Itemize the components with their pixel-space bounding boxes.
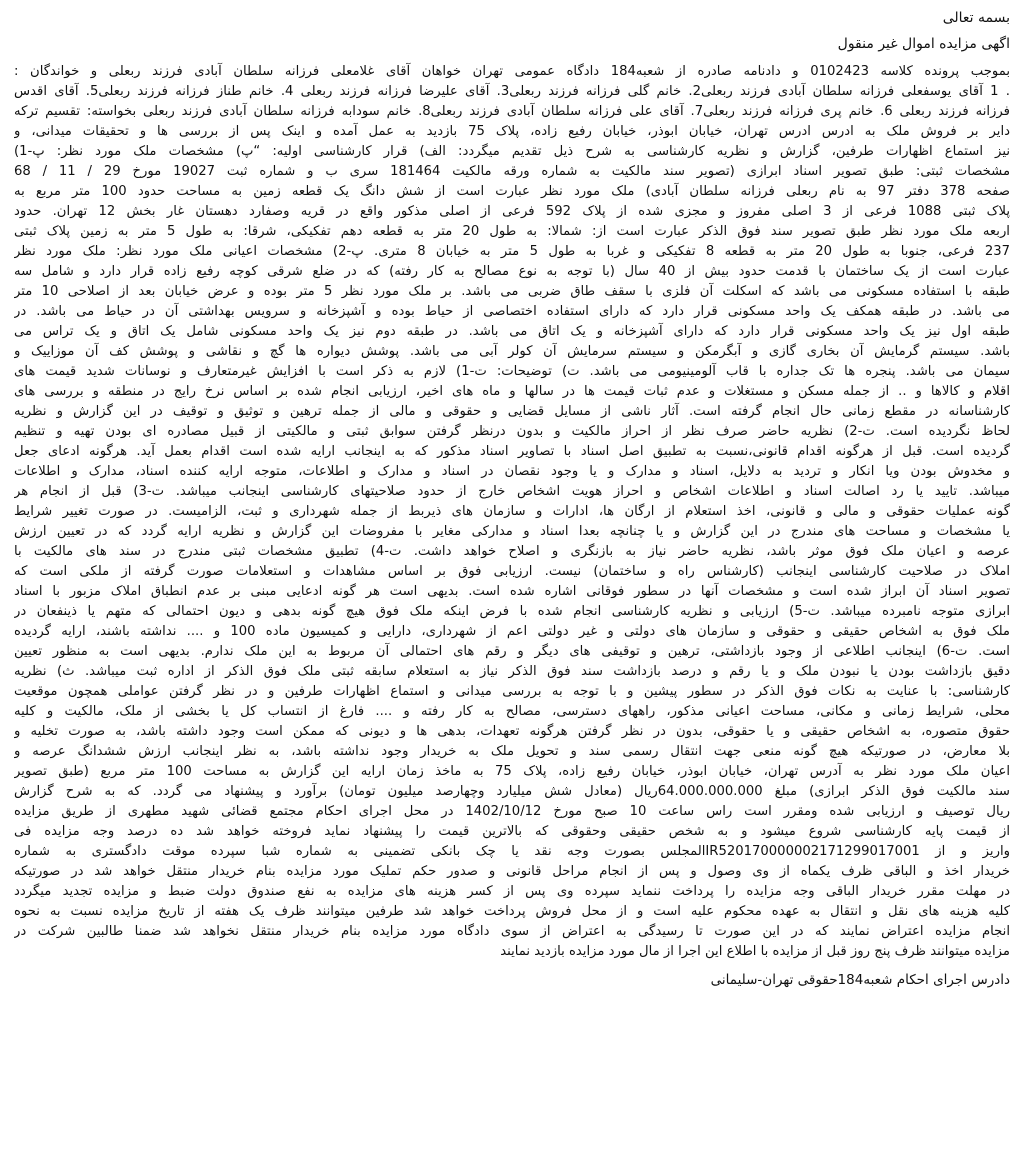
- body-line: دقیق بازداشت بودن یا نبودن ملک و یا رقم و درصد بازداشت سند فوق الذکر نیاز به استعلام سابقه ثبتی ملک فوق الذکر از اداره ثبت میباشد. ث) نظریه: [14, 664, 1010, 679]
- body-line: واریز و از IR520170000002171299017001المجلس بصورت وجه نقد یا چک بانکی تضمینی به شماره شبا سپرده موقت دادگستری به شماره: [14, 844, 1010, 859]
- body-line: دایر بر فروش ملک به ادرس ادرس تهران، خیابان ابوذر، خیابان رفیع زاده، پلاک 75 بازدید به عمل آمده و اینک پس از بررسی ها و تحقیقات میدانی، و: [14, 124, 1010, 139]
- body-line: طبقه با استفاده مسکونی می باشد که اسکلت آن فلزی با سقف طاق ضربی می باشد. بر ملک مورد نظر 5 متر بوده و عرض خیابان بعد از اصلاحی 10 متر: [14, 284, 1010, 299]
- body-line: ملک فوق به اشخاص حقیقی و حقوقی و سازمان های دولتی و غیر دولتی اعم از شهرداری، دارایی و کمیسیون ماده 100 و .... نداشته باشند، ارایه گردیده: [14, 624, 1010, 639]
- notice-body: [14, 62, 1010, 962]
- body-line: محلی، شرایط زمانی و مکانی، مساحت اعیانی مذکور، راههای دسترسی، مصالح به کار رفته و .... فارغ از انتساب کل یا بخشی از ملک، مالکیت و کلیه: [14, 704, 1010, 719]
- body-line: اعیان ملک مورد نظر به آدرس تهران، خیابان ابوذر، خیابان رفیع زاده، پلاک 75 به ماخذ زمان ارایه این گزارش به مساحت 100 متر مربع (طبق تصویر: [14, 764, 1010, 779]
- body-line: در مهلت مقرر خریدار الباقی وجه مزایده را پرداخت ننماید سپرده وی پس از کسر هزینه های مزایده به نفع صندوق دولت ضبط و مزایده تجدید میگردد: [14, 884, 1010, 899]
- basmala-heading: بسمه تعالی: [942, 10, 1010, 26]
- body-line: عرصه و اعیان ملک فوق موثر باشد، نظریه حاضر نیاز به بازنگری و اصلاح خواهد داشت. ت-4) تطبیق مشخصات ثبتی مندرج در سند های مالکیت با: [14, 544, 1010, 559]
- body-line: بلا معارض، در صورتیکه هیچ گونه منعی جهت انتقال رسمی سند و تحویل ملک به خریدار وجود نداشته باشد، به نظر اینجانب ارزش ششدانگ عرصه و: [14, 744, 1010, 759]
- body-line: تصویر اسناد آن ابراز شده است و مشخصات آنها در سطور فوقانی اشاره شده است. بدیهی است هر گونه ادعایی مبنی بر عدم انطباق املاک مزبور با اسناد: [14, 584, 1010, 599]
- body-line: کلیه هزینه های نقل و انتقال به عهده محکوم علیه است و از محل فروش پرداخت خواهد شد طرفین میتوانند ظرف یک هفته از تاریخ مزایده نسبت به نحوه: [14, 904, 1010, 919]
- signature-line: دادرس اجرای احکام شعبه184حقوقی تهران-سلیمانی: [710, 972, 1010, 988]
- body-line: سند مالکیت فوق الذکر ابرازی) مبلغ 64.000.000.000ریال (معادل شش میلیارد وچهارصد میلیون تومان) برآورد و پیشنهاد می گردد. که به شرح گزارش: [14, 784, 1010, 799]
- body-line: انجام مزایده اعتراض نمایند که در این صورت تا رسیدگی به اعتراض از سوی دادگاه مورد مزایده بنام خریدار منتقل نخواهد شد ضمنا طالبین شرکت در: [14, 924, 1010, 939]
- body-line: سیمان می باشد. پنجره ها تک جداره با قاب آلومینیومی می باشد. ت) توضیحات: ت-1) لازم به ذکر است با افزایش غیرمتعارف و نوسانات شدید قیمت های: [14, 364, 1010, 379]
- body-line: اربعه ملک مورد نظر طبق تصویر سند فوق الذکر عبارت است از: شمالا: به طول 20 متر به قطعه دهم تفکیکی، شرقا: به طول 5 متر به زمین پلاک ثبتی: [14, 224, 1010, 239]
- body-line: است. ت-6) اینجانب اطلاعی از وجود بازداشتی، ترهین و توقیفی های دیگر و رقم های احتمالی آن مربوط به این ملک ندارم. بدیهی است به منظور تعیین: [14, 644, 1010, 659]
- body-line: از قیمت پایه کارشناسی شروع میشود و به شخص حقیقی وحقوقی که بالاترین قیمت را پیشنهاد نماید فروخته خواهد شد ده درصد وجه مزایده فی: [14, 824, 1010, 839]
- body-line: ریال توصیف و ارزیابی شده ومقرر است راس ساعت 10 صبح مورخ 1402/10/12 در محل اجرای احکام مجتمع قضائی شهید مطهری از طریق مزایده: [14, 804, 1010, 819]
- body-line: نیز استماع اظهارات طرفین، گزارش و نظریه کارشناسی به شرح ذیل تقدیم میگردد: الف) قرار کارشناسی اولیه: “پ) مشخصات ملک مورد نظر: پ-1): [14, 144, 1010, 159]
- body-line: 237 فرعی، جنوبا به طول 20 متر به قطعه 8 تفکیکی و غربا به طول 5 متر به خیابان 8 متری. پ-2) مشخصات اعیانی ملک مورد نظر: ملک مورد نظر: [14, 244, 1010, 259]
- body-line: مشخصات ثبتی: طبق تصویر اسناد ابرازی (تصویر سند مالکیت به شماره ورقه مالکیت 181464 سری ب و شماره ثبت 19027 مورخ 29 / 11 / 68: [14, 164, 1010, 179]
- body-line: ابرازی متوجه نامبرده میباشد. ت-5) ارزیابی و نظریه کارشناسی انجام شده با فرض اینکه ملک فوق هیچ گونه بدهی و دیون احتمالی که متهم یا ذینفعان در: [14, 604, 1010, 619]
- body-line: کارشناسی: با عنایت به نکات فوق الذکر در سطور پیشین و با توجه به بررسی میدانی و استماع اظهارات طرفین و در نظر گرفتن عواملی همچون موقعیت: [14, 684, 1010, 699]
- body-line: املاک در صلاحیت کارشناسی اینجانب (کارشناس راه و ساختمان) نیست. ارزیابی فوق بر اساس مشاهدات و استعلامات صورت گرفته از ملکی است که: [14, 564, 1010, 579]
- body-line: پلاک ثبتی 1088 فرعی از 3 اصلی مفروز و مجزی شده از پلاک 592 فرعی از اصلی مذکور واقع در قریه وصفارد دهستان غار بخش 12 تهران. حدود: [14, 204, 1010, 219]
- body-line: . 1 آقای یوسفعلی فرزانه سلطان آبادی فرزند ربعلی2. خانم گلی فرزانه فرزند ربعلی3. آقای علیرضا فرزانه فرزند ربعلی 4. خانم طناز فرزانه فرزند ربعلی5. آقای اقدس: [14, 84, 1010, 99]
- body-line: صفحه 378 دفتر 97 به نام ربعلی فرزانه سلطان آبادی) ملک مورد نظر عبارت است از شش دانگ یک قطعه زمین به مساحت حدود 100 متر مربع به: [14, 184, 1010, 199]
- body-line: حقوق متصوره، به اشخاص حقیقی و یا حقوقی، بدون در نظر گرفتن هرگونه تعهدات، بدهی ها و دیونی که ممکن است وجود داشته باشد، به صورت تخلیه و: [14, 724, 1010, 739]
- body-line: کارشناسانه در مقطع زمانی حال انجام گرفته است. آثار ناشی از مسایل قضایی و حقوقی و مالی از جمله ترهین و توثیق و توقیف در این گزارش و نظریه: [14, 404, 1010, 419]
- body-line: گردیده است. قبل از هرگونه اقدام قانونی،نسبت به تطبیق اصل اسناد با تصاویر اسناد مذکور که به اینجانب ارایه شده است اقدام بعمل آید. هرگونه ادعای جعل: [14, 444, 1010, 459]
- body-line: یا مشخصات و مساحت های مندرج در این گزارش و یا چنانچه بعدا اسناد و مدارکی مغایر با مفروضات این گزارش و نظریه ارایه گردد که در تعیین ارزش: [14, 524, 1010, 539]
- body-line: گونه عملیات حقوقی و مالی و قانونی، اخذ استعلام از ارگان ها، ادارات و سازمان های ذیربط از جمله شهرداری و ثبت، الزامیست. در صورت تغییر شرایط: [14, 504, 1010, 519]
- body-line: مزایده میتوانند ظرف پنج روز قبل از مزایده با اطلاع این اجرا از مال مورد مزایده بازدید نمایند: [500, 944, 1010, 959]
- body-line: خریدار اخذ و الباقی ظرف یکماه از وی وصول و پس از انجام مراحل قانونی و صدور حکم تملیک مورد مزایده بنام خریدار منتقل خواهد شد در صورتیکه: [14, 864, 1010, 879]
- body-line: می باشد. در طبقه همکف یک واحد مسکونی قرار دارد که دارای استفاده اختصاصی از حیاط بوده و آشپزخانه و سرویس بهداشتی آن در حیاط می باشد. در: [14, 304, 1010, 319]
- body-line: عبارت است از یک ساختمان با قدمت حدود بیش از 40 سال (با توجه به نوع مصالح به کار رفته) که در ضلع شرقی کوچه رفیع زاده قرار دارد و شامل سه: [14, 264, 1010, 279]
- body-line: لحاظ نگردیده است. ت-2) نظریه حاضر صرف نظر از احراز مالکیت و بدون درنظر گرفتن سوابق ثبتی و مالکیتی از قبیل مصادره ای بودن تهیه و تنظیم: [14, 424, 1010, 439]
- body-line: بموجب پرونده کلاسه 0102423 و دادنامه صادره از شعبه184 دادگاه عمومی تهران خواهان آقای غلامعلی فرزانه سلطان آبادی فرزند ربعلی و خواندگان :: [14, 64, 1010, 79]
- body-line: باشد. سیستم گرمایش آن بخاری گازی و آبگرمکن و سیستم سرمایش آن کولر آبی می باشد. پوشش دیواره ها گچ و نقاشی و پوشش کف آن موزاییک و: [14, 344, 1010, 359]
- notice-title: اگهی مزایده اموال غیر منقول: [837, 36, 1010, 52]
- body-line: و مخدوش بودن ویا انکار و تردید به دلایل، اسناد و مدارک و یا وجود نقصان در اسناد و مدارک و اطلاعات، متوجه ارایه کننده اسناد، مدارک و اطلاعات: [14, 464, 1010, 479]
- body-line: اقلام و کالاها و .. از جمله مسکن و مستغلات و عدم ثبات قیمت ها در سالها و ماه های اخیر، ارزیابی انجام شده بر اساس نرخ رایج در منطقه و بررسی های: [14, 384, 1010, 399]
- body-line: طبقه اول نیز یک واحد مسکونی قرار دارد که دارای آشپزخانه و یک اتاق می باشد. در طبقه دوم نیز یک واحد مسکونی شامل یک اتاق و یک تراس می: [14, 324, 1010, 339]
- body-line: فرزانه فرزند ربعلی 6. خانم پری فرزانه فرزند ربعلی7. آقای علی فرزانه سلطان آبادی فرزند ربعلی8. خانم سودابه فرزانه سلطان آبادی فرزند ربعلی بخواسته: تقسیم ترکه: [14, 104, 1010, 119]
- body-line: میباشد. تایید یا رد اصالت اسناد و اطلاعات اشخاص و احراز هویت اشخاص خارج از حدود صلاحیتهای کارشناسی اینجانب میباشد. ت-3) قبل از انجام هر: [14, 484, 1010, 499]
